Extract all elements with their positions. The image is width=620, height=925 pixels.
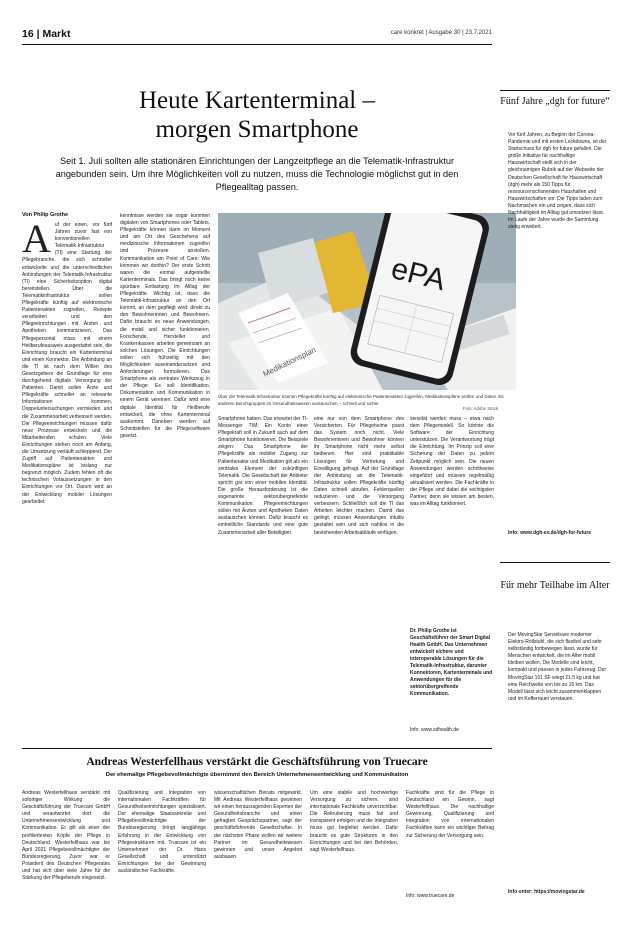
article-lead: Seit 1. Juli sollten alle stationären Einrichtungen der Langzeitpflege an die Telematik-Infrastruktur angebunden sein. Um ihre Möglichkeiten voll zu nutzen, muss die Technologie möglichst gut in den Pflegealltag passen. — [55, 156, 459, 192]
article2-column-4: Um eine stabile und hochwertige Versorgung zu sichern, sind internationale Fachkräfte unverzichtbar. Die Rekrutierung muss fair und transparent erfolgen und die Integration muss gut begleitet werden. Dafür braucht es gute Strukturen in den Einrichtungen und bei den Behörden, sagt Westerfellhaus. — [310, 790, 398, 853]
sidebar-box1-link[interactable]: Info: www.dgh-ev.de/dgh-for-future — [508, 530, 592, 536]
sidebar-box2-text: Der MovingStar Sensebase moderner Elektro-Rollstuhl, die sich flexibel und sehr selbständig fortbewegen lässt, wurde für Menschen entwickelt, die im Alter mobil bleiben wollen. Die Modelle sind leicht, kompakt und passen in jedes Fahrzeug. Der MovingStar 101 SF wiegt 21,5 kg und hat eine Reichweite von bis zu 15 km. Das Modell lässt sich leicht zusammenklappen und im Kofferraum verstauen. — [508, 632, 607, 702]
author-bio: Dr. Philip Grothe ist Geschäftsführer der Smart Digital Health GmbH. Das Unternehmen entwickelt sichere und interoperable Lösungen für die Telematik-Infrastruktur, darunter Konnektoren, Kartenterminals und Anwendungen für die sektorübergreifende Kommunikation. — [410, 628, 493, 697]
sidebar-rule-2 — [500, 562, 610, 563]
photo-caption: Über die Telematik-Infrastruktur können Pflegekräfte künftig auf elektronische Patientenakten zugreifen, Medikationspläne prüfen und Daten mit anderen Berufsgruppen im Gesundheitswesen austauschen – schnell und sicher. — [218, 394, 504, 406]
article2-column-3: wissenschaftlichen Beirats mitgewirkt. Mit Andreas Westerfellhaus gewinnen wir einen herausragenden Experten der Gesundheitsbranche und einen gefragten Gesprächspartner, sagt der geschäftsführende Gesellschafter. In der nächsten Phase wollen wir weitere Partner im Gesundheitswesen gewinnen und unser Angebot ausbauen. — [214, 790, 302, 860]
author-bio-link[interactable]: Info: www.sdhealth.de — [410, 727, 459, 733]
sidebar-box2-link[interactable]: Info unter: https://movingstar.de — [508, 889, 585, 895]
epa-logo-text: ePA — [387, 251, 449, 298]
article-photo — [218, 213, 516, 390]
title-line-2: morgen Smartphone — [155, 116, 359, 143]
article2-link[interactable]: Info: www.truecare.de — [406, 893, 455, 899]
article-column-1 — [22, 222, 112, 738]
section-divider — [22, 748, 492, 749]
article2-column-5: Fachkräfte sind für die Pflege in Deutschland ein Gewinn, sagt Westerfellhaus. Die nachhaltige Gewinnung, Qualifizierung und Integration von internationalen Fachkräften kann ein wichtiger Beitrag zur Sicherung der Versorgung sein. — [406, 790, 494, 839]
sidebar-box1-text: Vor fünf Jahren, zu Beginn der Corona-Pandemie und mit ersten Lockdowns, ist der Startschuss für dgh for future gefallen. Die große Initiative für nachhaltige Hauswirtschaft stellt sich in der gleichnamigen Rubrik auf der Webseite der Deutschen Gesellschaft für Hauswirtschaft (dgh) mehr als 150 Tipps für ressourcenschonendes Haushalten und Hauswirtschaften vor. Die Tipps laden zum Nachmachen ein und zeigen, dass sich Nachhaltigkeit im Alltag gut umsetzen lässt. Im Laufe der Jahre wurde die Sammlung stetig erweitert. — [508, 132, 607, 231]
drop-cap: A — [22, 222, 51, 261]
article-title — [22, 86, 492, 144]
article-column-5: sensität werden muss – etwa nach dem Pflegemodell. So könnte die Software der Einrichtung unterstützen. Die Verantwortung trägt die Einrichtung. Im Prinzip soll eine Sicherung der Daten zu jedem Zeitpunkt möglich sein. Die neuen Anwendungen werden schrittweise eingeführt und müssen regelmäßig aktualisiert werden. Die Fachkräfte in der Pflege sind dabei die wichtigsten Partner, denn sie wissen am besten, was im Alltag funktioniert. — [410, 416, 494, 508]
header-rule — [22, 44, 492, 45]
photo-credit: Foto: Adobe Stock — [462, 406, 498, 411]
article-column-3: Smartphone haben. Das erwartet der TI-Messenger TIM: Ein Konto einer Pflegekraft soll in Zukunft auch auf dem Smartphone funktionieren. Die Beispiele zeigen: Das Smartphone der Pflegekräfte als mobiler Zugang zur Patientenakte und Medikation gilt als ein zentrales Element der zukünftigen Telematik. Die Gesellschaft der Anbieter spricht gar von einer mobilen Identität. Die große Herausforderung ist die sogenannte sektorübergreifende Kommunikation: Pflegeeinrichtungen sollen mit Ärzten und Apotheken Daten austauschen können. Dafür braucht es einheitliche Standards und eine gute Zusammenarbeit aller Beteiligten. — [218, 416, 308, 536]
sidebar-box1-title: Fünf Jahre „dgh for future“ — [500, 96, 610, 107]
sidebar-box2-title: Für mehr Teilhabe im Alter — [500, 580, 610, 591]
article2-column-1: Andreas Westerfellhaus verstärkt mit sofortiger Wirkung die Geschäftsführung der Truecare GmbH und verantwortet dort die Unternehmensentwicklung und Kommunikation. Er gilt als einer der profiliertesten Köpfe der Pflege in Deutschland. Westerfellhaus war bis April 2021 Pflegebevollmächtigter der Bundesregierung. Zuvor war er Präsident des Deutschen Pflegerates und hat sich über viele Jahre für die Stärkung der Pflegeberufe eingesetzt. — [22, 790, 110, 882]
article-column-2: kenntnisse werden sie sogar kommen digitalen von Smartphones oder Tablets. Pflegekräfte können dann im Moment und am Ort des Geschehens auf medizinische Informationen zugreifen und Prozesse anstoßen. Kommunikation am Point of Care: Wie kommen wir dorthin? Der erste Schritt waren die einmal aufgestellte Kartenterminals. Das bringt noch keine spürbare Entlastung im Alltag der Pflegekräfte. Wichtig ist, dass die Telematik-Infrastruktur an den Ort kommt, an dem gepflegt wird: direkt zu den Bewohnerinnen und Bewohnern. Dafür braucht es neue Anwendungen, die mobil und sicher funktionieren. Forschende, Hersteller und Krankenkassen arbeiten gemeinsam an solchen Lösungen. Die Einrichtungen sollen sich frühzeitig mit den Möglichkeiten auseinandersetzen und Anforderungen formulieren. Das Smartphone als zentrales Werkzeug in der Pflege: Es soll Identifikation, Dokumentation und Kommunikation in einem Gerät vereinen. Dafür wird eine digitale Identität für Heilberufe entwickelt, die ohne Kartenterminal auskommt. Daneben werden auf Schnittstellen für die Pflegesoftware gesetzt. — [120, 213, 210, 439]
article2-column-2: Qualifizierung und Integration von internationalen Fachkräften für Gesundheitseinrichtungen spezialisiert. Der ehemalige Staatssekretär und Pflegebevollmächtigte der Bundesregierung bringt langjährige Erfahrung in der Entwicklung von Pflegestrukturen mit. Truecare ist ein Unternehmen der Dr. Hans Gesellschaft und unterstützt Einrichtungen bei der Gewinnung ausländischer Fachkräfte. — [118, 790, 206, 875]
byline: Von Philip Grothe — [22, 212, 69, 218]
issue-info: care konkret | Ausgabe 30 | 23.7.2021 — [390, 30, 492, 36]
document-label: Medikationsplan — [261, 345, 318, 379]
column-1-text: uf der einen, vor fünf Jahren zuvor fast von konventionellen Telematik-Infrastruktur (TI) eine Startung der Pflegebranche, die sich schneller entwickelte und die unterschiedlichen Anbindungen der Telematik-Infrastruktur (TI) eine Sicherheitsoption digital bereitstellen. Über die Telematikinfrastruktur sollen Pflegekräfte künftig auf elektronische Patientenakten zugreifen, Rezepte verarbeiten und den Pflegeeinrichtungen mit Ärzten und Apotheken kommunizieren. Das Pflegepersonal muss mit einem Heilberufeausweis ausgestattet sein, die Einrichtung braucht ein Kartenterminal und einen Konnektor. Die Anbindung an die TI ist nach dem Willen des Gesetzgebers die Grundlage für eine durchgehend digitale Versorgung der Patienten. Damit sollen Ärzte und Pflegekräfte schneller an relevante Informationen kommen, Doppeluntersuchungen vermieden und die Zusammenarbeit verbessert werden. Die Pflegeeinrichtungen müssen dafür neue Prozesse entwickeln und die Mitarbeitenden schulen. Viele Einrichtungen stehen noch am Anfang, die Umsetzung verläuft schleppend. Der Zugriff auf Patientenakten und Medikationspläne ist bislang nur begrenzt möglich. Zudem fehlen oft die technischen Voraussetzungen in den Einrichtungen vor Ort. Darum wird an der Entwicklung mobiler Lösungen gearbeitet. — [22, 222, 112, 505]
section-label: 16 | Markt — [22, 28, 71, 40]
article2-lead: Der ehemalige Pflegebevollmächtigte übernimmt den Bereich Unternehmensentwicklung und Kommunikation — [105, 772, 409, 778]
title-line-1: Heute Kartenterminal – — [138, 87, 375, 114]
article-column-4: eine nur von dem Smartphone des Versicherten. Für Pflegeheime passt das System noch nicht. Viele Bewohnerinnen und Bewohner können ihr Smartphone nicht mehr selbst bedienen. Hier sind praktikable Lösungen für Vertretung und Einwilligung gefragt. Auf der Grundlage der Anbindung an die Telematik-Infrastruktur sollen Pflegekräfte künftig Daten schnell abrufen, Fehlerquellen reduzieren und die Versorgung verbessern. Schließlich soll die TI das Arbeiten leichter machen. Damit das gelingt, müssen Anwendungen intuitiv gestaltet sein und sich nahtlos in die bestehenden Arbeitsabläufe einfügen. — [314, 416, 404, 536]
sidebar-rule-1 — [500, 90, 610, 91]
article2-title: Andreas Westerfellhaus verstärkt die Geschäftsführung von Truecare — [86, 756, 428, 768]
smartphone-epa-image — [218, 213, 516, 390]
